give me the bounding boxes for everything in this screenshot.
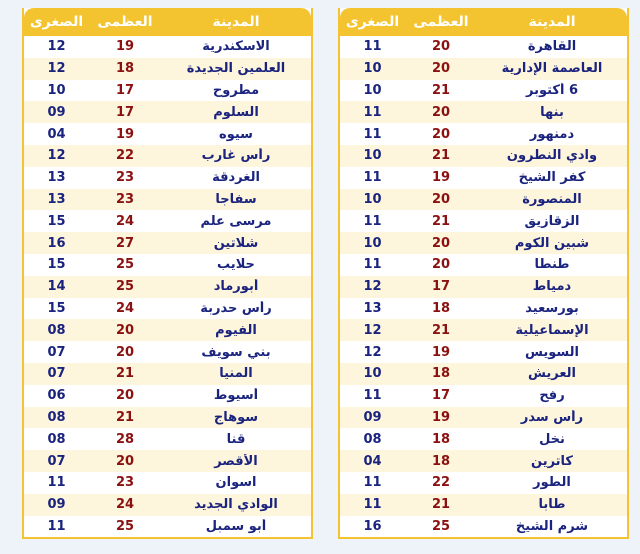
table-row bbox=[340, 36, 627, 58]
min-temp-cell: 08 bbox=[47, 409, 66, 425]
city-cell: رأس غارب bbox=[201, 148, 271, 164]
table-row bbox=[340, 80, 627, 102]
min-temp-cell: 08 bbox=[47, 322, 66, 338]
city-cell: رفح bbox=[539, 388, 565, 404]
min-temp-cell: 12 bbox=[363, 344, 382, 360]
table-row bbox=[340, 363, 627, 385]
min-temp-cell: 13 bbox=[363, 300, 382, 316]
city-cell: وادي النطرون bbox=[506, 148, 598, 164]
city-cell: الاسكندرية bbox=[202, 39, 270, 55]
table-row bbox=[24, 450, 311, 472]
max-temp-cell: 27 bbox=[115, 235, 135, 251]
min-temp-cell: 11 bbox=[47, 475, 66, 491]
table-row bbox=[340, 276, 627, 298]
max-temp-cell: 25 bbox=[115, 257, 135, 273]
city-cell: دمنهور bbox=[529, 126, 575, 142]
city-cell: شلاتين bbox=[213, 235, 259, 251]
min-temp-cell: 15 bbox=[47, 257, 66, 273]
table-row bbox=[24, 276, 311, 298]
max-temp-cell: 24 bbox=[115, 213, 135, 229]
table-row bbox=[24, 494, 311, 516]
table-row bbox=[340, 385, 627, 407]
min-temp-cell: 11 bbox=[363, 104, 382, 120]
max-temp-cell: 20 bbox=[431, 191, 451, 207]
city-cell: طنطا bbox=[534, 257, 570, 273]
city-cell: أبو سمبل bbox=[205, 518, 267, 534]
min-temp-cell: 11 bbox=[363, 497, 382, 513]
table-header bbox=[340, 8, 627, 36]
max-temp-cell: 22 bbox=[431, 475, 451, 491]
city-cell: الغردقة bbox=[212, 170, 260, 186]
max-temp-cell: 17 bbox=[431, 388, 451, 404]
max-temp-cell: 20 bbox=[431, 235, 451, 251]
header-city: المدينة bbox=[212, 14, 260, 30]
city-cell: بني سويف bbox=[201, 344, 271, 360]
max-temp-cell: 20 bbox=[115, 344, 135, 360]
city-cell: السلوم bbox=[213, 104, 259, 120]
max-temp-cell: 23 bbox=[115, 191, 135, 207]
min-temp-cell: 10 bbox=[363, 61, 382, 77]
min-temp-cell: 10 bbox=[363, 191, 382, 207]
min-temp-cell: 10 bbox=[363, 366, 382, 382]
city-cell: شبين الكوم bbox=[514, 235, 590, 251]
city-cell: الفيوم bbox=[215, 322, 257, 338]
city-cell: حلايب bbox=[217, 257, 255, 273]
city-cell: الأقصر bbox=[214, 453, 258, 469]
min-temp-cell: 10 bbox=[47, 82, 66, 98]
city-cell: الإسماعيلية bbox=[515, 322, 589, 338]
min-temp-cell: 09 bbox=[47, 497, 66, 513]
table-row bbox=[340, 450, 627, 472]
max-temp-cell: 18 bbox=[115, 61, 135, 77]
min-temp-cell: 12 bbox=[363, 322, 382, 338]
max-temp-cell: 19 bbox=[115, 126, 135, 142]
min-temp-cell: 14 bbox=[47, 279, 66, 295]
min-temp-cell: 12 bbox=[47, 39, 66, 55]
city-cell: دمياط bbox=[532, 279, 572, 295]
min-temp-cell: 12 bbox=[363, 279, 382, 295]
table-row bbox=[340, 232, 627, 254]
min-temp-cell: 11 bbox=[363, 213, 382, 229]
min-temp-cell: 10 bbox=[363, 148, 382, 164]
max-temp-cell: 19 bbox=[431, 344, 451, 360]
city-cell: أسيوط bbox=[213, 388, 259, 404]
table-row bbox=[340, 210, 627, 232]
city-cell: الطور bbox=[533, 475, 571, 491]
table-row bbox=[24, 428, 311, 450]
max-temp-cell: 21 bbox=[431, 82, 451, 98]
max-temp-cell: 21 bbox=[431, 322, 451, 338]
city-cell: رأس حدربة bbox=[200, 300, 272, 316]
max-temp-cell: 25 bbox=[115, 279, 135, 295]
min-temp-cell: 09 bbox=[363, 409, 382, 425]
min-temp-cell: 04 bbox=[47, 126, 66, 142]
max-temp-cell: 22 bbox=[115, 148, 135, 164]
table-row bbox=[340, 145, 627, 167]
left-weather-table bbox=[22, 8, 313, 539]
city-cell: سوهاج bbox=[213, 409, 259, 425]
max-temp-cell: 24 bbox=[115, 497, 135, 513]
min-temp-cell: 11 bbox=[363, 126, 382, 142]
right-weather-table bbox=[338, 8, 629, 539]
min-temp-cell: 11 bbox=[363, 39, 382, 55]
city-cell: المنصورة bbox=[522, 191, 582, 207]
max-temp-cell: 18 bbox=[431, 431, 451, 447]
table-row bbox=[340, 167, 627, 189]
table-row bbox=[24, 232, 311, 254]
max-temp-cell: 23 bbox=[115, 475, 135, 491]
table-row bbox=[24, 472, 311, 494]
table-row bbox=[340, 494, 627, 516]
city-cell: سيوه bbox=[219, 126, 253, 142]
min-temp-cell: 15 bbox=[47, 300, 66, 316]
table-row bbox=[24, 145, 311, 167]
table-row bbox=[340, 407, 627, 429]
table-body bbox=[340, 36, 627, 537]
table-row bbox=[24, 167, 311, 189]
table-row bbox=[24, 385, 311, 407]
table-row bbox=[24, 341, 311, 363]
max-temp-cell: 18 bbox=[431, 453, 451, 469]
min-temp-cell: 13 bbox=[47, 191, 66, 207]
city-cell: نخل bbox=[539, 431, 565, 447]
table-row bbox=[340, 319, 627, 341]
min-temp-cell: 09 bbox=[47, 104, 66, 120]
max-temp-cell: 19 bbox=[115, 39, 135, 55]
min-temp-cell: 08 bbox=[47, 431, 66, 447]
min-temp-cell: 08 bbox=[363, 431, 382, 447]
table-row bbox=[24, 298, 311, 320]
max-temp-cell: 21 bbox=[431, 148, 451, 164]
max-temp-cell: 25 bbox=[115, 518, 135, 534]
table-row bbox=[340, 189, 627, 211]
max-temp-cell: 19 bbox=[431, 170, 451, 186]
max-temp-cell: 21 bbox=[431, 497, 451, 513]
max-temp-cell: 20 bbox=[115, 322, 135, 338]
max-temp-cell: 18 bbox=[431, 300, 451, 316]
city-cell: اسوان bbox=[215, 475, 257, 491]
min-temp-cell: 15 bbox=[47, 213, 66, 229]
table-row bbox=[340, 341, 627, 363]
city-cell: 6 أكتوبر bbox=[525, 82, 578, 98]
table-row bbox=[340, 298, 627, 320]
max-temp-cell: 21 bbox=[115, 366, 135, 382]
max-temp-cell: 20 bbox=[115, 388, 135, 404]
max-temp-cell: 24 bbox=[115, 300, 135, 316]
city-cell: القاهرة bbox=[527, 39, 577, 55]
table-body bbox=[24, 36, 311, 537]
max-temp-cell: 20 bbox=[431, 126, 451, 142]
min-temp-cell: 07 bbox=[47, 344, 66, 360]
max-temp-cell: 25 bbox=[431, 518, 451, 534]
max-temp-cell: 17 bbox=[115, 82, 135, 98]
min-temp-cell: 12 bbox=[47, 148, 66, 164]
min-temp-cell: 11 bbox=[363, 475, 382, 491]
city-cell: العريش bbox=[527, 366, 577, 382]
header-city: المدينة bbox=[528, 14, 576, 30]
header-min: الصغرى bbox=[29, 14, 84, 30]
min-temp-cell: 11 bbox=[363, 388, 382, 404]
max-temp-cell: 20 bbox=[431, 257, 451, 273]
max-temp-cell: 17 bbox=[115, 104, 135, 120]
min-temp-cell: 10 bbox=[363, 235, 382, 251]
city-cell: الزقازيق bbox=[524, 213, 580, 229]
city-cell: كاترين bbox=[531, 453, 573, 469]
city-cell: قنا bbox=[226, 431, 246, 447]
header-min: الصغرى bbox=[345, 14, 400, 30]
max-temp-cell: 28 bbox=[115, 431, 135, 447]
table-row bbox=[24, 407, 311, 429]
table-row bbox=[24, 363, 311, 385]
city-cell: بنها bbox=[540, 104, 564, 120]
min-temp-cell: 13 bbox=[47, 170, 66, 186]
table-row bbox=[24, 254, 311, 276]
header-max: العظمى bbox=[97, 14, 153, 30]
city-cell: أبورماد bbox=[213, 279, 259, 295]
city-cell: مطروح bbox=[212, 82, 260, 98]
table-row bbox=[24, 189, 311, 211]
min-temp-cell: 12 bbox=[47, 61, 66, 77]
max-temp-cell: 20 bbox=[431, 61, 451, 77]
table-row bbox=[24, 58, 311, 80]
table-row bbox=[340, 472, 627, 494]
min-temp-cell: 11 bbox=[47, 518, 66, 534]
city-cell: العاصمة الإدارية bbox=[501, 61, 603, 77]
city-cell: الوادي الجديد bbox=[194, 497, 278, 513]
min-temp-cell: 11 bbox=[363, 257, 382, 273]
table-row bbox=[340, 58, 627, 80]
table-row bbox=[24, 516, 311, 538]
table-row bbox=[24, 80, 311, 102]
min-temp-cell: 16 bbox=[363, 518, 382, 534]
min-temp-cell: 07 bbox=[47, 453, 66, 469]
min-temp-cell: 10 bbox=[363, 82, 382, 98]
max-temp-cell: 21 bbox=[115, 409, 135, 425]
city-cell: كفر الشيخ bbox=[518, 170, 586, 186]
table-header bbox=[24, 8, 311, 36]
max-temp-cell: 17 bbox=[431, 279, 451, 295]
min-temp-cell: 16 bbox=[47, 235, 66, 251]
min-temp-cell: 04 bbox=[363, 453, 382, 469]
min-temp-cell: 06 bbox=[47, 388, 66, 404]
table-row bbox=[24, 36, 311, 58]
min-temp-cell: 07 bbox=[47, 366, 66, 382]
table-row bbox=[24, 210, 311, 232]
table-row bbox=[340, 123, 627, 145]
city-cell: مرسى علم bbox=[200, 213, 272, 229]
max-temp-cell: 21 bbox=[431, 213, 451, 229]
city-cell: شرم الشيخ bbox=[515, 518, 589, 534]
header-max: العظمى bbox=[413, 14, 469, 30]
max-temp-cell: 20 bbox=[431, 104, 451, 120]
table-row bbox=[340, 101, 627, 123]
max-temp-cell: 18 bbox=[431, 366, 451, 382]
table-row bbox=[340, 254, 627, 276]
max-temp-cell: 20 bbox=[431, 39, 451, 55]
city-cell: بورسعيد bbox=[525, 300, 579, 316]
city-cell: طابا bbox=[538, 497, 566, 513]
min-temp-cell: 11 bbox=[363, 170, 382, 186]
city-cell: سفاجا bbox=[215, 191, 257, 207]
city-cell: السويس bbox=[525, 344, 579, 360]
table-row bbox=[340, 428, 627, 450]
city-cell: العلمين الجديدة bbox=[186, 61, 286, 77]
max-temp-cell: 23 bbox=[115, 170, 135, 186]
city-cell: المنيا bbox=[219, 366, 253, 382]
table-row bbox=[24, 101, 311, 123]
table-row bbox=[24, 123, 311, 145]
city-cell: رأس سدر bbox=[520, 409, 584, 425]
table-row bbox=[340, 516, 627, 538]
table-row bbox=[24, 319, 311, 341]
max-temp-cell: 20 bbox=[115, 453, 135, 469]
max-temp-cell: 19 bbox=[431, 409, 451, 425]
